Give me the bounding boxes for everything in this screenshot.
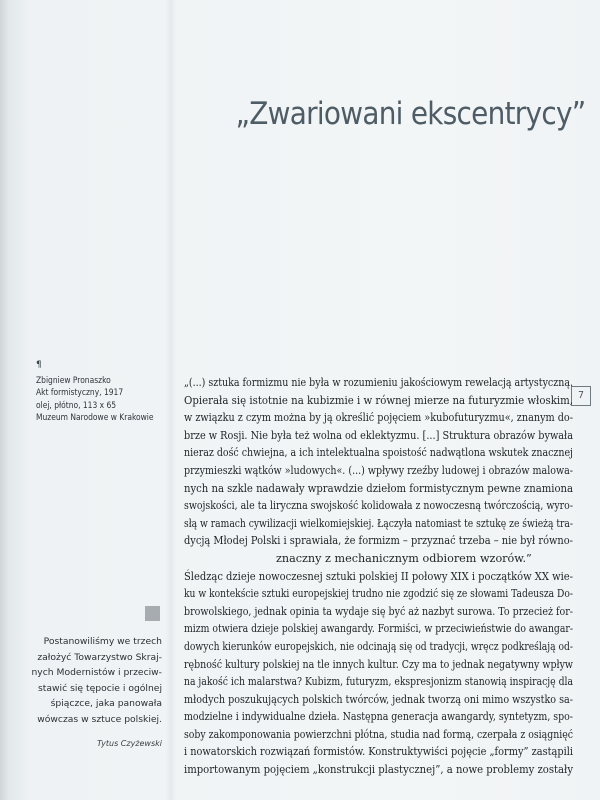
- body-text: [184, 374, 573, 779]
- chapter-title: „Zwariowani ekscentrycy”: [235, 96, 586, 132]
- quote-line: stawić się tępocie i ogólnej: [38, 682, 162, 694]
- caption-pointer-icon: ¶: [36, 360, 42, 370]
- body-line: mizm otwiera dzieje polskiej awangardy. Formiści, w przeciwieństwie do awangar-: [184, 622, 573, 636]
- caption-line: Muzeum Narodowe w Krakowie: [36, 411, 154, 422]
- body-line: przymieszki wątków »ludowych«. (...) wpływy rzeźby ludowej i obrazów malowa-: [184, 463, 573, 477]
- body-line: Opierała się istotnie na kubizmie i w równej mierze na futuryzmie włoskim,: [184, 393, 573, 407]
- quote-line: nych Modernistów i przeciw-: [31, 667, 162, 679]
- page-number: 7: [571, 386, 591, 406]
- quote-line: założyć Towarzystwo Skraj-: [37, 651, 162, 663]
- quote-line: wówczas w sztuce polskiej.: [37, 713, 162, 725]
- caption-line: olej, płótno, 113 x 65: [36, 399, 117, 410]
- body-line: swojskości, ale ta liryczna swojskość kolidowała z nowoczesną twórczością, wyro-: [184, 499, 573, 513]
- body-line: i nowatorskich rozwiązań formistów. Konstruktywiści pojęcie „formy” zastąpili: [184, 745, 573, 759]
- page-fold: [166, 0, 176, 800]
- body-line: znaczny z mechanicznym odbiorem wzorów.”: [276, 551, 532, 565]
- body-line: nych na szkle nadawały wprawdzie dziełom formistycznym pewne znamiona: [184, 481, 573, 495]
- body-line: na jakość ich malarstwa? Kubizm, futuryzm, ekspresjonizm stanowią inspirację dla: [184, 675, 573, 689]
- body-line: rębność kultury polskiej na tle innych kultur. Czy ma to jednak negatywny wpływ: [184, 657, 573, 671]
- body-line: Śledząc dzieje nowoczesnej sztuki polskiej II połowy XIX i początków XX wie-: [184, 569, 573, 583]
- quote-marker-square: [145, 606, 160, 621]
- body-line: importowanym pojęciem „konstrukcji plastycznej”, a nowe problemy zostały: [184, 763, 573, 777]
- body-line: ku w kontekście sztuki europejskiej trudno nie zgodzić się ze słowami Tadeusza Do-: [184, 587, 573, 601]
- body-line: nieraz dość chwiejna, a ich intelektualna spoistość nadwątlona wskutek znacznej: [184, 446, 573, 460]
- body-line: dycją Młodej Polski i sprawiała, że formizm – przyznać trzeba – nie był równo-: [184, 534, 573, 548]
- body-line: brze w Rosji. Nie była też wolna od eklektyzmu. [...] Struktura obrazów bywała: [184, 428, 573, 442]
- body-line: modzielne i indywidualne dzieła. Następna generacja awangardy, syntetyzm, spo-: [184, 710, 573, 724]
- body-line: dowych kierunków europejskich, nie odcinają się od tradycji, wręcz podkreślają od-: [184, 639, 573, 653]
- image-caption: [36, 374, 164, 423]
- caption-line: Zbigniew Pronaszko: [36, 375, 111, 385]
- body-line: browolskiego, jednak opinia ta wydaje się być aż nazbyt surowa. To przecież for-: [184, 604, 573, 618]
- body-line: w związku z czym można by ją określić pojęciem »kubofuturyzmu«, znanym do-: [184, 411, 573, 425]
- body-line: młodych poszukujących polskich twórców, jednak tworzą oni mimo wszystko sa-: [184, 692, 573, 706]
- side-quote: [6, 634, 162, 728]
- body-line: „(...) sztuka formizmu nie była w rozumieniu jakościowym rewelacją artystyczną.: [184, 376, 573, 389]
- quote-line: śpiączce, jaka panowała: [50, 698, 162, 710]
- caption-line: Akt formistyczny, 1917: [36, 387, 124, 398]
- quote-line: Postanowiliśmy we trzech: [43, 636, 162, 647]
- body-line: słą w ramach cywilizacji wielkomiejskiej. Łączyła natomiast te sztukę ze świeżą tra-: [184, 516, 573, 530]
- quote-author: Tytus Czyżewski: [96, 739, 162, 748]
- body-line: soby zakomponowania powierzchni płótna, studia nad formą, czerpała z osiągnięć: [184, 727, 573, 741]
